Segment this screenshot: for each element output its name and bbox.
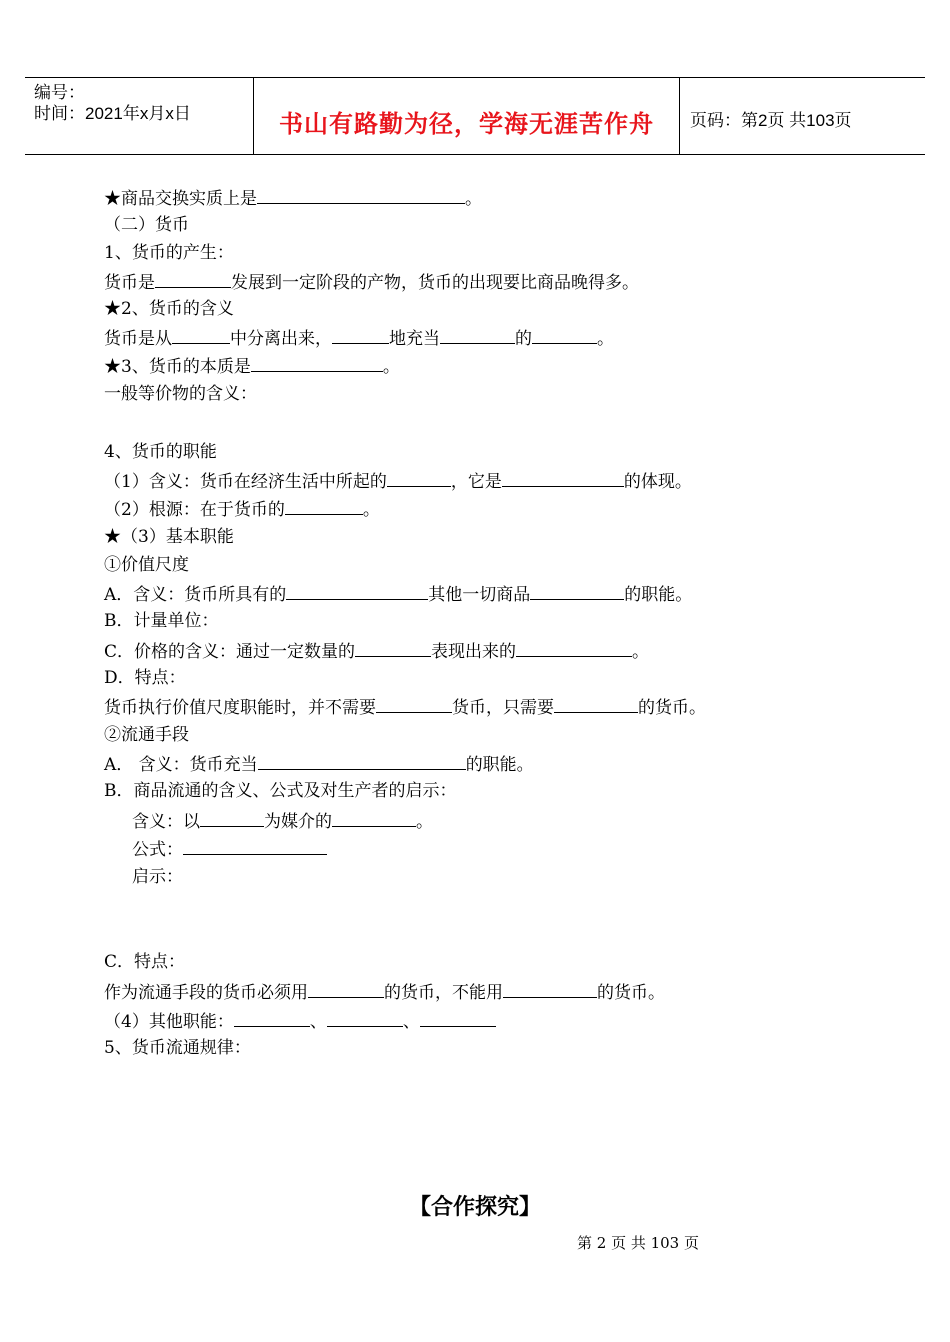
fill-blank[interactable] <box>532 326 597 344</box>
fill-blank[interactable] <box>257 186 465 204</box>
fill-blank[interactable] <box>332 326 389 344</box>
fill-blank[interactable] <box>440 326 515 344</box>
line-price-meaning: C．价格的含义：通过一定数量的 表现出来的 。 <box>104 639 649 663</box>
fill-blank[interactable] <box>376 695 452 713</box>
line-circulation-heading: B．商品流通的含义、公式及对生产者的启示： <box>104 781 457 801</box>
item-heading: 1、货币的产生： <box>104 243 234 263</box>
fill-blank[interactable] <box>172 326 230 344</box>
line-value-measure-meaning: A．含义：货币所具有的 其他一切商品 的职能。 <box>104 582 692 606</box>
fill-blank[interactable] <box>234 1009 310 1027</box>
section-heading-money: （二）货币 <box>104 215 189 235</box>
line-exchange-essence: ★商品交换实质上是 。 <box>104 186 482 210</box>
item-heading: ②流通手段 <box>104 725 189 745</box>
item-heading: ★（3）基本职能 <box>104 527 234 547</box>
header-bottom-border <box>25 154 925 155</box>
fill-blank[interactable] <box>420 1009 496 1027</box>
line-unit: B．计量单位： <box>104 611 219 631</box>
line-value-measure-feature: 货币执行价值尺度职能时，并不需要 货币，只需要 的货币。 <box>104 695 706 719</box>
fill-blank[interactable] <box>327 1009 403 1027</box>
time-label: 时间：2021年x月x日 <box>34 104 191 123</box>
line-implication: 启示： <box>132 867 183 887</box>
line-function-source: （2）根源：在于货币的 。 <box>104 497 380 521</box>
page-footer: 第 2 页 共 103 页 <box>576 1234 699 1252</box>
line-equivalent-meaning: 一般等价物的含义： <box>104 384 257 404</box>
header-left-cell <box>34 82 191 124</box>
fill-blank[interactable] <box>516 639 632 657</box>
line-money-origin: 货币是 发展到一定阶段的产物，货币的出现要比商品晚得多。 <box>104 270 639 294</box>
header-motto: 书山有路勤为径，学海无涯苦作舟 <box>279 110 654 138</box>
fill-blank[interactable] <box>387 469 451 487</box>
header-divider-right <box>679 77 680 155</box>
item-heading: ①价值尺度 <box>104 555 189 575</box>
fill-blank[interactable] <box>183 837 327 855</box>
fill-blank[interactable] <box>502 469 624 487</box>
line-formula: 公式： <box>132 837 327 861</box>
line-circulation-feature: 作为流通手段的货币必须用 的货币，不能用 的货币。 <box>104 980 665 1004</box>
header-top-border <box>25 77 925 78</box>
line-money-essence: ★3、货币的本质是 。 <box>104 354 400 378</box>
fill-blank[interactable] <box>285 497 363 515</box>
fill-blank[interactable] <box>308 980 384 998</box>
line-feature: C．特点： <box>104 952 186 972</box>
fill-blank[interactable] <box>200 809 264 827</box>
line-circulation-meaning: A． 含义：货币充当 的职能。 <box>104 752 534 776</box>
number-label: 编号： <box>34 83 85 102</box>
line-function-meaning: （1）含义：货币在经济生活中所起的 ，它是 的体现。 <box>104 469 692 493</box>
fill-blank[interactable] <box>258 752 466 770</box>
fill-blank[interactable] <box>251 354 383 372</box>
item-heading: 4、货币的职能 <box>104 442 217 462</box>
line-circulation-def: 含义：以 为媒介的 。 <box>132 809 433 833</box>
header-page-label: 页码：第2页 共103页 <box>690 111 852 130</box>
fill-blank[interactable] <box>332 809 416 827</box>
line-money-meaning: 货币是从 中分离出来， 地充当 的 。 <box>104 326 614 350</box>
item-heading: ★2、货币的含义 <box>104 299 234 319</box>
line-feature: D．特点： <box>104 668 186 688</box>
line-circulation-law: 5、货币流通规律： <box>104 1038 251 1058</box>
fill-blank[interactable] <box>155 270 231 288</box>
fill-blank[interactable] <box>530 582 624 600</box>
fill-blank[interactable] <box>286 582 428 600</box>
line-other-functions: （4）其他职能： 、 、 <box>104 1009 496 1033</box>
fill-blank[interactable] <box>554 695 638 713</box>
fill-blank[interactable] <box>503 980 597 998</box>
section-title: 【合作探究】 <box>408 1195 541 1220</box>
fill-blank[interactable] <box>355 639 431 657</box>
